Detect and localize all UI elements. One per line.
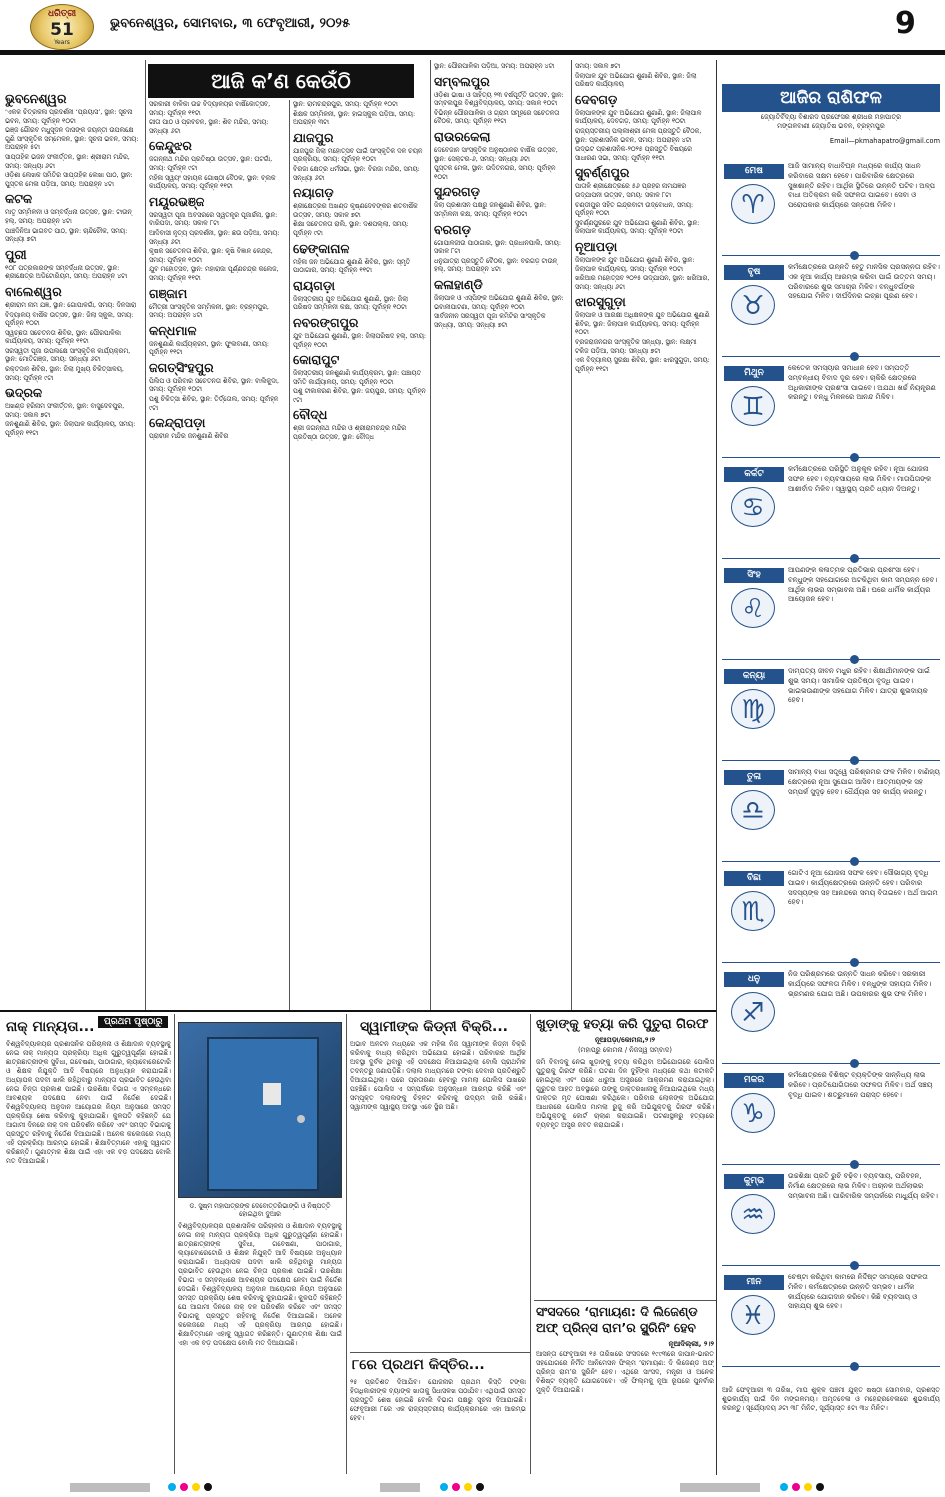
story3-reporter: (ମହାପ୍ରୁ କୋମନା / ନିଜସ୍ୱ ସମ୍ବାଦ) xyxy=(577,1046,673,1054)
event-item: ଶିକ୍ଷକ ସମ୍ମିଳନୀ, ସ୍ଥାନ: ହାଇସ୍କୁଲ ପଡ଼ିଆ, ସମୟ: ଅପରାହ୍ନ ୩ଟା xyxy=(293,109,416,127)
event-item: ସାର୍ବଜନୀନ ସରସ୍ୱତୀ ପୂଜା କମିଟିର ସାଂସ୍କୃତିକ ସନ୍ଧ୍ୟା, ସମୟ: ସନ୍ଧ୍ୟା ୭ଟା xyxy=(434,312,546,329)
event-item: ପାତାଳି ଶ୍ରୀକ୍ଷେତ୍ରରେ ୫୬ ପ୍ରହର ନାମଯଜ୍ଞର ଉଦ୍‌ଯାପନୀ ଉତ୍ସବ, ସମୟ: ସକାଳ ୮ଟା xyxy=(575,182,687,199)
city-heading: ବୌଦ୍ଧ xyxy=(293,407,328,423)
story5-headline: ସଂସଦରେ ‘ରାମାୟଣ: ଦି ଲିଜେଣ୍ଡ ଅଫ୍ ପ୍ରିନ୍ସ ରାମ’ର ସ୍କ୍ରିନିଂ ହେବ xyxy=(536,1304,698,1335)
story2-body: ଅଭାବ ଅନଟନ ମଧ୍ୟରେ ଏକ ମହିଳା ନିଜ ସ୍ୱାମୀଙ୍କ କିଡ୍ନୀ ବିକ୍ରି କରିବାକୁ ବାଧ୍ୟ କରିଥିବା ଅଭିଯୋଗ ହୋଇଛି। ପରିବାରର ଆର୍ଥିକ ଅବସ୍ଥା ଦୁର୍ବଳ ଥିବାରୁ ଏହି ପଦକ୍ଷେପ ନିଆଯାଇଥିଲା ବୋଲି ପ୍ରାଥମିକ ତଦନ୍ତରୁ ଜଣାପଡ଼ିଛି। ଦଲାଲ ମାଧ୍ୟମରେ ଟଙ୍କା ଦେବାର ପ୍ରତିଶ୍ରୁତି ଦିଆଯାଇଥିଲା। ପରେ ପ୍ରତାରଣା ହେବାରୁ ମାମଲା ପୋଲିସ ପାଖରେ ପହଞ୍ଚିଛି। ପୋଲିସ ଏ ସମ୍ପର୍କରେ ଅନୁସନ୍ଧାନ ଆରମ୍ଭ କରିଛି ଏବଂ ସମ୍ପୃକ୍ତ ଦଲାଲଙ୍କୁ ଚିହ୍ନଟ କରିବାକୁ ଉଦ୍ୟମ ଜାରି ରଖିଛି। ସ୍ୱାମୀଙ୍କ ସ୍ୱାସ୍ଥ୍ୟ ଅବସ୍ଥା ଏବେ ସ୍ଥିର ଅଛି। xyxy=(350,1040,526,1111)
separator-dot xyxy=(850,1261,859,1270)
event-item: ସ୍ୱଚ୍ଛତା ସଚେତନତା ଶିବିର, ସ୍ଥାନ: ପୌରପାଳିକା କାର୍ଯ୍ୟାଳୟ, ସମୟ: ପୂର୍ବାହ୍ନ ୧୧ଟା xyxy=(5,328,121,346)
story-rule xyxy=(350,1352,530,1353)
story4-headline: ୮ରେ ପ୍ରଥମ କିସ୍ତିର... xyxy=(352,1357,485,1373)
continued-tag: ପ୍ରଥମ ପୃଷ୍ଠାରୁ xyxy=(98,1016,168,1028)
separator-dot xyxy=(850,1160,859,1169)
door-notice xyxy=(263,1083,281,1105)
sign-separator xyxy=(722,1366,940,1367)
story3-body: ଜମି ବିବାଦକୁ ନେଇ ଖୁଡ଼ାଙ୍କୁ ହତ୍ୟା କରିଥିବା ଅଭିଯୋଗରେ ପୋଲିସ ପୁତୁରାକୁ ଗିରଫ କରିଛି। ଘଟଣା ଦିନ ଦୁହିଁଙ୍କ ମଧ୍ୟରେ କଥା କଟାକଟି ହୋଇଥିଲା ଏବଂ ପରେ ଧାରୁଆ ଅସ୍ତ୍ରରେ ଆକ୍ରମଣ କରାଯାଇଥିଲା। ଗୁରୁତର ଆହତ ଅବସ୍ଥାରେ ତାଙ୍କୁ ଡାକ୍ତରଖାନାକୁ ନିଆଯାଇଥିଲେ ମଧ୍ୟ ଡାକ୍ତର ମୃତ ଘୋଷଣା କରିଥିଲେ। ପରିବାର ଲୋକଙ୍କ ଅଭିଯୋଗ ଆଧାରରେ ପୋଲିସ ମାମଲା ରୁଜୁ କରି ଅଭିଯୁକ୍ତକୁ ଗିରଫ କରିଛି। ଅଭିଯୁକ୍ତକୁ କୋର୍ଟ ଚାଲାଣ କରାଯାଇଛି। ଘଟଣାସ୍ଥଳରୁ ହତ୍ୟାରେ ବ୍ୟବହୃତ ଅସ୍ତ୍ର ଜବତ କରାଯାଇଛି। xyxy=(536,1058,714,1129)
event-item: ସରସ୍ୱତୀ ପୂଜା ଅବସରରେ ସ୍ୱତନ୍ତ୍ର ପୂଜାର୍ଚ୍ଚନା, ସ୍ଥାନ: ବାରିପଦା, ସମୟ: ସକାଳ ୮ଟା xyxy=(149,210,278,228)
story1-headline: ନାକ୍ ମାନ୍ୟତା... xyxy=(6,1019,95,1035)
city-heading: ସୁନ୍ଦରଗଡ଼ xyxy=(434,184,480,200)
event-item: ଶ୍ରୀ ଜଗନ୍ନାଥ ମନ୍ଦିର ଓ ଶ୍ରୀରାମଚନ୍ଦ୍ର ମନ୍ଦିର ପ୍ରତିଷ୍ଠା ଉତ୍ସବ, ସ୍ଥାନ: ବୌଦ୍ଧ xyxy=(293,424,407,442)
events-column-3 xyxy=(293,100,427,1008)
story1-body-cont: ବିଶ୍ୱବିଦ୍ୟାଳୟର ପ୍ରଶାସନିକ ପରିଚାଳନା ଓ ଶିକ୍ଷାଦାନ ବ୍ୟବସ୍ଥାକୁ ନେଇ ନାକ୍ ମାନ୍ୟତା ପ୍ରକ୍ରିୟା ଅଧିକ ଗୁରୁତ୍ୱପୂର୍ଣ୍ଣ ହୋଇଛି। ଛାତ୍ରଛାତ୍ରୀଙ୍କ ସୁବିଧା, ଗବେଷଣା, ପାଠାଗାର, ଲ୍ୟାବୋରେଟୋରି ଓ ଶିକ୍ଷକ ନିଯୁକ୍ତି ଆଦି ବିଷୟରେ ଅନୁଧ୍ୟାନ କରାଯାଇଛି। ଅଧ୍ୟାପକ ପଦବୀ ଖାଲି ରହିଥିବାରୁ ମାନ୍ୟତା ପ୍ରଭାବିତ ହେଉଥିବା ନେଇ ଚିନ୍ତା ପ୍ରକାଶ ପାଇଛି। ଉଚ୍ଚଶିକ୍ଷା ବିଭାଗ ଏ ସମ୍ବନ୍ଧରେ ଆବଶ୍ୟକ ପଦକ୍ଷେପ ନେବା ପାଇଁ ନିର୍ଦ୍ଦେଶ ଦେଇଛି। ବିଶ୍ୱବିଦ୍ୟାଳୟ ଅନୁଦାନ ଆୟୋଗର ନିୟମ ଅନୁସାରେ ସମସ୍ତ ପ୍ରକ୍ରିୟା ଶେଷ କରିବାକୁ କୁହାଯାଇଛି। କୁଳପତି କହିଛନ୍ତି ଯେ ଆଗାମୀ ଦିନରେ ନାକ୍ ଦଳ ପରିଦର୍ଶନ କରିବେ ଏବଂ ସମସ୍ତ ବିଭାଗକୁ ପ୍ରସ୍ତୁତ ରହିବାକୁ ନିର୍ଦ୍ଦେଶ ଦିଆଯାଇଛି। ଅନେକ କଲେଜରେ ମଧ୍ୟ ଏହି ପ୍ରକ୍ରିୟା ଆରମ୍ଭ ହୋଇଛି। ଶିକ୍ଷାବିତ୍‌ମାନେ ଏହାକୁ ସ୍ୱାଗତ କରିଛନ୍ତି। ଗୁଣାତ୍ମକ ଶିକ୍ଷା ପାଇଁ ଏହା ଏକ ବଡ଼ ପଦକ୍ଷେପ ବୋଲି ମତ ଦିଆଯାଇଛି। xyxy=(178,1222,342,1347)
event-item: ଜିଲାପାଳଙ୍କ ଯୁବ ଅଭିଯୋଗ ଶୁଣାଣି, ସ୍ଥାନ: ଜିଲାପାଳ କାର୍ଯ୍ୟାଳୟ, ଦେବଗଡ଼, ସମୟ: ପୂର୍ବାହ୍ନ ୧୦ଟା xyxy=(575,108,702,126)
sign-name: ମିଥୁନ xyxy=(724,366,784,381)
astrologer-name: ଜ୍ୟୋତିର୍ବିଦ୍ୟା ବିଶାରଦ ପ୍ରଫେସର ଶ୍ରୀଧର ମହାପାତ୍ର xyxy=(760,113,902,121)
event-item: ଜନଶୁଣାଣି ଶିବିର, ସ୍ଥାନ: ଜିଲାପାଳ କାର୍ଯ୍ୟାଳୟ, ସମୟ: ପୂର୍ବାହ୍ନ ୧୧ଟା xyxy=(5,420,136,438)
separator-dot xyxy=(850,251,859,260)
column-divider xyxy=(430,60,431,1010)
separator-dot xyxy=(850,554,859,563)
door-panel xyxy=(207,1037,319,1191)
logo-years: Years xyxy=(54,39,70,46)
city-heading: କେନ୍ଦୁଝର xyxy=(149,138,192,154)
yellow-dot xyxy=(804,1483,812,1491)
magenta-dot xyxy=(180,1483,188,1491)
event-item: ଶ୍ରୀକ୍ଷେତ୍ରର ଅଖଣ୍ଡ କୃଷ୍ଣଦେବଙ୍କର ଶତବାର୍ଷିକ ଉତ୍ସବ, ସମୟ: ସକାଳ ୭ଟା xyxy=(293,202,418,219)
city-heading: ନୂଆପଡ଼ା xyxy=(575,238,618,254)
event-item: ଅଖଣ୍ଡ ହରିନାମ ସଂକୀର୍ତ୍ତନ, ସ୍ଥାନ: ବାସୁଦେବପୁର, ସମୟ: ସକାଳ ୭ଟା xyxy=(5,402,125,419)
event-item: ଏକ ବିଦ୍ୟାଳୟ ସୁରକ୍ଷା ଶିବିର, ସ୍ଥାନ: ଝାରସୁଗୁଡ଼ା, ସମୟ: ପୂର୍ବାହ୍ନ ୧୧ଟା xyxy=(575,356,710,373)
print-registration-strip xyxy=(0,1478,945,1497)
separator-dot xyxy=(850,756,859,765)
dateline: ଭୁବନେଶ୍ୱର, ସୋମବାର, ୩ ଫେବୃଆରୀ, ୨୦୨୫ xyxy=(110,16,351,31)
photo-caption: ଡ. ସୁଷ୍ମ ମହାପାତ୍ରଙ୍କ ଦେବୋତ୍ତରିଭାଙ୍ଗି ଓ ନିଷ୍ପତ୍ତି ହୋଇଥିବା ଦୁଆର xyxy=(189,1202,331,1219)
events-column-1 xyxy=(5,88,142,1008)
column-divider xyxy=(530,1014,531,1474)
separator-dot xyxy=(850,958,859,967)
event-item: ଧନୁଯାତ୍ରା ପ୍ରସ୍ତୁତି ବୈଠକ, ସ୍ଥାନ: ବରଗଡ଼ ଟାଉନ୍ ହଲ୍, ସମୟ: ଅପରାହ୍ନ ୪ଟା xyxy=(434,256,558,274)
event-item: ଚଣ୍ଡୀପୁର ସହିତ ଇନ୍ଦ୍ରବାଟୀ ଉଦ୍‌ବୋଧନ, ସମୟ: ପୂର୍ବାହ୍ନ ୧୦ଟା xyxy=(575,200,694,218)
event-item: ଉଦ୍ଭଟ ପ୍ରଶାସନିକ-୨୦୨୫ ପ୍ରସ୍ତୁତି ବିଷୟରେ ସାଧାରଣ ସଭା, ସମୟ: ପୂର୍ବାହ୍ନ ୧୧ଟା xyxy=(575,145,692,162)
grey-bar xyxy=(680,1483,760,1492)
event-item: ପୁସ୍ତକ ମେଳା, ସ୍ଥାନ: ଉଦିତନଗର, ସମୟ: ପୂର୍ବାହ୍ନ ୧୦ଟା xyxy=(434,164,556,181)
column-divider xyxy=(174,1014,175,1474)
city-heading: ପୁରୀ xyxy=(5,246,27,262)
event-item: ସୁବର୍ଣ୍ଣପୁରରେ ଯୁବ ଅଭିଯୋଗ ଶୁଣାଣି ଶିବିର, ସ୍ଥାନ: ଜିଲାପାଳ କାର୍ଯ୍ୟାଳୟ, ସମୟ: ପୂର୍ବାହ୍ନ ୧୦ଟା xyxy=(575,218,700,236)
event-item: ଜିଲାପାଳ ଓ ଏସ୍‌ପିଙ୍କ ଅଭିଯୋଗ ଶୁଣାଣି ଶିବିର, ସ୍ଥାନ: ଭବାନୀପାଟଣା, ସମୟ: ପୂର୍ବାହ୍ନ ୧୦ଟା xyxy=(434,293,564,311)
sign-name: ସିଂହ xyxy=(724,568,784,583)
city-heading: ବାଲେଶ୍ୱର xyxy=(5,283,62,299)
magenta-dot xyxy=(452,1483,460,1491)
zodiac-icon: ♎ xyxy=(731,790,775,830)
zodiac-icon: ♈ xyxy=(731,184,775,224)
separator-dot xyxy=(850,352,859,361)
sign-forecast: ଗୋଟିଏ ନୂଆ ଯୋଜନା ସଫଳ ହେବ। ସୌଭାଗ୍ୟ ବୃଦ୍ଧି ପାଇବ। କାର୍ଯ୍ୟକ୍ଷେତ୍ରରେ ଉନ୍ନତି ହେବ। ପରିବାର ସଦସ୍ୟଙ୍କ ସହ ଆନନ୍ଦରେ ସମୟ ବିତାଇବେ। ଅର୍ଥ ଆଗମ ହେବ। xyxy=(788,869,938,907)
sign-separator xyxy=(722,962,940,963)
sign-separator xyxy=(722,659,940,660)
events-column-2 xyxy=(149,100,286,1008)
black-dot xyxy=(204,1483,212,1491)
story2-headline: ସ୍ୱାମୀଙ୍କ କିଡ୍ନୀ ବିକ୍ରି... xyxy=(360,1019,508,1035)
sign-name: ମୀନ xyxy=(724,1275,784,1290)
city-heading: କନ୍ଧମାଳ xyxy=(149,322,197,338)
cyan-dot xyxy=(440,1483,448,1491)
city-heading: ନବରଙ୍ଗପୁର xyxy=(293,314,359,330)
city-heading: ଢେଙ୍କାନାଳ xyxy=(293,240,350,256)
event-item: ପ୍ରାଚୀନ ମନ୍ଦିର ଜନଶୁଣାଣି ଶିବିର xyxy=(149,432,229,441)
black-dot xyxy=(816,1483,824,1491)
city-heading: ବରଗଡ଼ xyxy=(434,221,471,237)
event-item: ସରକାରୀ ବାଳିକା ଉଚ୍ଚ ବିଦ୍ୟାଳୟର ବାର୍ଷିକୋତ୍ସବ, ସମୟ: ପୂର୍ବାହ୍ନ ୧୧ଟା xyxy=(149,100,271,117)
event-item: ବିଭିନ୍ନ ପୌରପାଳିକା ଓ ଗ୍ରାମ ସମୂହରେ ସଚେତନତା ବୈଠକ, ସମୟ: ପୂର୍ବାହ୍ନ ୧୧ଟା xyxy=(434,108,560,126)
event-item: ସମୟ: ସକାଳ ୭ଟା xyxy=(575,62,621,70)
yellow-dot xyxy=(464,1483,472,1491)
event-item: ମୈତ୍ରୀ ସାଂସ୍କୃତିକ ସମ୍ମିଳନୀ, ସ୍ଥାନ: ବ୍ରହ୍ମପୁର, ସମୟ: ଅପରାହ୍ନ ୪ଟା xyxy=(149,302,269,320)
story5-body: ଆସନ୍ତା ଫେବୃଆରୀ ୧୫ ତାରିଖରେ ସଂସଦରେ ୧୯୯୩ରେ ଜାପାନ-ଭାରତ ସହଯୋଗରେ ନିର୍ମିତ ଆନିମେସନ ଫିଲ୍ମ ‘ରାମାୟଣ: ଦି ଲିଜେଣ୍ଡ ଅଫ୍ ପ୍ରିନ୍ସ ରାମ’ର ସ୍କ୍ରିନିଂ ହେବ। ଏଥିରେ ସାଂସଦ, ମନ୍ତ୍ରୀ ଓ ଅନେକ ବିଶିଷ୍ଟ ବ୍ୟକ୍ତି ଯୋଗଦେବେ। ଏହି ଫିଲ୍ମକୁ ନୂଆ ରୂପରେ ପୁନର୍ବାର ମୁକ୍ତି ଦିଆଯାଇଛି। xyxy=(536,1350,714,1394)
grey-bar xyxy=(70,1483,150,1492)
event-item: ରକ୍ତଦାନ ଶିବିର, ସ୍ଥାନ: ଜିଲା ମୁଖ୍ୟ ଚିକିତ୍ସାଳୟ, ସମୟ: ପୂର୍ବାହ୍ନ ୯ଟା xyxy=(5,365,124,382)
event-item: ଓଡ଼ିଶା ଲେଖକ ସମିତିର ସାପ୍ତାହିକ ଲେଖା ପାଠ, ସ୍ଥାନ: ପୁସ୍ତକ ମେଳା ପଡ଼ିଆ, ସମୟ: ଅପରାହ୍ନ ୪ଟା xyxy=(5,171,133,188)
zodiac-icon: ♓ xyxy=(731,1295,775,1335)
sign-separator xyxy=(722,1265,940,1266)
zodiac-icon: ♐ xyxy=(731,992,775,1032)
event-item: ସ୍ଥାନ: ପୌରପାଳିକା ପଡ଼ିଆ, ସମୟ: ଅପରାହ୍ନ ୪ଟା xyxy=(434,62,555,70)
story4-body: ୨୫ ପ୍ରତିଶତ ଦିଆଯିବ। ଯୋଜନାର ପ୍ରଥମ କିସ୍ତି ଟଙ୍କା ହିତାଧିକାରୀଙ୍କ ବ୍ୟାଙ୍କ ଖାତାକୁ ସିଧାସଳଖ ପଠାଯିବ। ଏଥିପାଇଁ ସମସ୍ତ ପ୍ରସ୍ତୁତି ଶେଷ ହୋଇଛି ବୋଲି ବିଭାଗ ପକ୍ଷରୁ ସୂଚନା ଦିଆଯାଇଛି। ଫେବୃଆରୀ ୮ରେ ଏକ ରାଜ୍ୟସ୍ତରୀୟ କାର୍ଯ୍ୟକ୍ରମରେ ଏହା ଆରମ୍ଭ ହେବ। xyxy=(350,1378,526,1422)
event-item: ମହିଳା ସ୍ୱୟଂ ସହାୟକ ଗୋଷ୍ଠୀ ବୈଠକ, ସ୍ଥାନ: ବ୍ଲକ କାର୍ଯ୍ୟାଳୟ, ସମୟ: ପୂର୍ବାହ୍ନ ୧୧ଟା xyxy=(149,173,276,191)
event-item: ଜିଲାସ୍ତରୀୟ ଜନଶୁଣାଣି କାର୍ଯ୍ୟକ୍ରମ, ସ୍ଥାନ: ପଞ୍ଚାୟତ ସମିତି କାର୍ଯ୍ୟାଳୟ, ସମୟ: ପୂର୍ବାହ୍ନ ୧୦ଟା xyxy=(293,369,422,386)
section-rule xyxy=(0,1010,716,1012)
city-heading: ଭଦ୍ରକ xyxy=(5,385,43,401)
yellow-dot xyxy=(192,1483,200,1491)
zodiac-icon: ♉ xyxy=(731,285,775,325)
grey-bar xyxy=(380,1483,420,1492)
event-item: ଜଗନ୍ନାଥ ମନ୍ଦିର ପ୍ରତିଷ୍ଠା ଉତ୍ସବ, ସ୍ଥାନ: ଘଟଗାଁ, ସମୟ: ପୂର୍ବାହ୍ନ ୯ଟା xyxy=(149,155,273,172)
anniversary-logo xyxy=(30,4,94,50)
event-item: ଜିଲାପାଳଙ୍କ ଯୁବ ଅଭିଯୋଗ ଶୁଣାଣି ଶିବିର, ସ୍ଥାନ: ଜିଲାପାଳ କାର୍ଯ୍ୟାଳୟ, ସମୟ: ପୂର୍ବାହ୍ନ ୧୦ଟା xyxy=(575,255,695,273)
city-heading: ଦେବଗଡ଼ xyxy=(575,91,618,107)
events-column-4 xyxy=(434,62,568,1008)
city-heading: ଗଞ୍ଜାମ xyxy=(149,285,188,301)
sign-forecast: ସାମାନ୍ୟ ବାଧା ସତ୍ତ୍ୱେ ପରିଶ୍ରମର ଫଳ ମିଳିବ। ବାଣିଜ୍ୟ କ୍ଷେତ୍ରରେ ନୂଆ ସୁଯୋଗ ଆସିବ। ଆତ୍ମୀୟଙ୍କ ସହ ସମ୍ପର୍କ ସୁଦୃଢ଼ ହେବ। ଧୈର୍ଯ୍ୟର ସହ କାର୍ଯ୍ୟ କରନ୍ତୁ। xyxy=(788,768,940,796)
event-item: ୧୦୮ ପତ୍ରକାରଙ୍କ ସମ୍ବର୍ଦ୍ଧନା ଉତ୍ସବ, ସ୍ଥାନ: ଶ୍ରୀକ୍ଷେତ୍ର ଅଡିଟୋରିୟମ, ସମୟ: ଅପରାହ୍ନ ୪ଟା xyxy=(5,263,128,281)
column-divider xyxy=(571,60,572,1010)
sign-forecast: ଆପଣଙ୍କ କଳାତ୍ମକ ପ୍ରତିଭାର ପ୍ରଶଂସା ହେବ। ବନ୍ଧୁଙ୍କ ସହଯୋଗରେ ଅଟକିଥିବା କାମ ସମ୍ପନ୍ନ ହେବ। ଆର୍ଥିକ ଲାଭର ସମ୍ଭାବନା ଅଛି। ଘରେ ଧାର୍ମିକ କାର୍ଯ୍ୟର ଆୟୋଜନ ହେବ। xyxy=(788,566,938,604)
masthead xyxy=(0,0,945,52)
sign-name: ମେଷ xyxy=(724,164,784,179)
event-item: ଆଦିବାସୀ ନୃତ୍ୟ ପ୍ରଦର୍ଶନୀ, ସ୍ଥାନ: ଛଉ ପଡ଼ିଆ, ସମୟ: ସନ୍ଧ୍ୟା ୬ଟା xyxy=(149,228,280,246)
door-knob xyxy=(297,1115,305,1123)
zodiac-icon: ♌ xyxy=(731,588,775,628)
column-divider xyxy=(289,100,290,1010)
story1-body: ବିଶ୍ୱବିଦ୍ୟାଳୟର ପ୍ରଶାସନିକ ପରିଚାଳନା ଓ ଶିକ୍ଷାଦାନ ବ୍ୟବସ୍ଥାକୁ ନେଇ ନାକ୍ ମାନ୍ୟତା ପ୍ରକ୍ରିୟା ଅଧିକ ଗୁରୁତ୍ୱପୂର୍ଣ୍ଣ ହୋଇଛି। ଛାତ୍ରଛାତ୍ରୀଙ୍କ ସୁବିଧା, ଗବେଷଣା, ପାଠାଗାର, ଲ୍ୟାବୋରେଟୋରି ଓ ଶିକ୍ଷକ ନିଯୁକ୍ତି ଆଦି ବିଷୟରେ ଅନୁଧ୍ୟାନ କରାଯାଇଛି। ଅଧ୍ୟାପକ ପଦବୀ ଖାଲି ରହିଥିବାରୁ ମାନ୍ୟତା ପ୍ରଭାବିତ ହେଉଥିବା ନେଇ ଚିନ୍ତା ପ୍ରକାଶ ପାଇଛି। ଉଚ୍ଚଶିକ୍ଷା ବିଭାଗ ଏ ସମ୍ବନ୍ଧରେ ଆବଶ୍ୟକ ପଦକ୍ଷେପ ନେବା ପାଇଁ ନିର୍ଦ୍ଦେଶ ଦେଇଛି। ବିଶ୍ୱବିଦ୍ୟାଳୟ ଅନୁଦାନ ଆୟୋଗର ନିୟମ ଅନୁସାରେ ସମସ୍ତ ପ୍ରକ୍ରିୟା ଶେଷ କରିବାକୁ କୁହାଯାଇଛି। କୁଳପତି କହିଛନ୍ତି ଯେ ଆଗାମୀ ଦିନରେ ନାକ୍ ଦଳ ପରିଦର୍ଶନ କରିବେ ଏବଂ ସମସ୍ତ ବିଭାଗକୁ ପ୍ରସ୍ତୁତ ରହିବାକୁ ନିର୍ଦ୍ଦେଶ ଦିଆଯାଇଛି। ଅନେକ କଲେଜରେ ମଧ୍ୟ ଏହି ପ୍ରକ୍ରିୟା ଆରମ୍ଭ ହୋଇଛି। ଶିକ୍ଷାବିତ୍‌ମାନେ ଏହାକୁ ସ୍ୱାଗତ କରିଛନ୍ତି। ଗୁଣାତ୍ମକ ଶିକ୍ଷା ପାଇଁ ଏହା ଏକ ବଡ଼ ପଦକ୍ଷେପ ବୋଲି ମତ ଦିଆଯାଇଛି। xyxy=(6,1040,171,1165)
sign-separator xyxy=(722,356,940,357)
sign-separator xyxy=(722,255,940,256)
city-heading: ମୟୂରଭଞ୍ଜ xyxy=(149,193,205,209)
event-item: ଜିଲାପାଳ ଓ ଆରକ୍ଷୀ ଅଧିକ୍ଷକଙ୍କ ଯୁବ ଅଭିଯୋଗ ଶୁଣାଣି ଶିବିର, ସ୍ଥାନ: ଜିଲାପାଳ କାର୍ଯ୍ୟାଳୟ, ସମୟ: ପୂର୍ବାହ୍ନ ୧୦ଟା xyxy=(575,311,710,337)
event-item: ଖରିଆର ମହୋତ୍ସବ ୨୦୨୫ ଉଦ୍‌ଯାପନ, ସ୍ଥାନ: ଖରିଆର, ସମୟ: ସନ୍ଧ୍ୟା ୬ଟା xyxy=(575,274,710,291)
logo-number: 51 xyxy=(50,20,74,40)
event-item: ଜନଶୁଣାଣି କାର୍ଯ୍ୟକ୍ରମ, ସ୍ଥାନ: ଫୁଲବାଣୀ, ସମୟ: ପୂର୍ବାହ୍ନ ୧୧ଟା xyxy=(149,339,270,357)
separator-dot xyxy=(850,453,859,462)
sign-name: କର୍କଟ xyxy=(724,467,784,482)
story-rule xyxy=(534,1300,716,1301)
sign-forecast: କର୍ମକ୍ଷେତ୍ରରେ ଉନ୍ନତି ହେତୁ ମାନସିକ ପ୍ରସନ୍ନତା ରହିବ। ଏକ ନୂଆ କାର୍ଯ୍ୟ ଆରମ୍ଭ କରିବା ପାଇଁ ଉତ୍ତମ ସମୟ। ପରିବାରରେ ଶୁଭ ସମାଚାର ମିଳିବ। ବନ୍ଧୁବର୍ଗଙ୍କ ସହଯୋଗ ମିଳିବ। ଦୀର୍ଘଦିନର ଇଚ୍ଛା ପୂରଣ ହେବ। xyxy=(788,263,940,301)
city-heading: ଭୁବନେଶ୍ୱର xyxy=(5,91,67,106)
event-item: ଜିଲା ପ୍ରଶାସନ ପକ୍ଷରୁ ଜନଶୁଣାଣି ଶିବିର, ସ୍ଥାନ: ସମ୍ମିଳନୀ କକ୍ଷ, ସମୟ: ପୂର୍ବାହ୍ନ ୧୦ଟା xyxy=(434,201,547,218)
zodiac-icon: ♍ xyxy=(731,689,775,729)
sign-separator xyxy=(722,1063,940,1064)
story3-dateline: ନୂଆପଡ଼ା/କୋମନା,୨।୨ xyxy=(594,1036,656,1044)
event-item: ଯୁବ ମହୋତ୍ସବ, ସ୍ଥାନ: ମହାରାଜା ପୂର୍ଣ୍ଣଚନ୍ଦ୍ର କଲେଜ, ସମୟ: ପୂର୍ବାହ୍ନ ୧୧ଟା xyxy=(149,265,279,282)
city-heading: ଯାଜପୁର xyxy=(293,129,334,145)
logo-name: ଧରିତ୍ରୀ xyxy=(47,9,77,19)
event-item: ଯୁବ ଅଭିଯୋଗ ଶୁଣାଣି, ସ୍ଥାନ: ଜିଲାପରିଷଦ ହଲ୍, ସମୟ: ପୂର୍ବାହ୍ନ ୧୦ଟା xyxy=(293,331,427,349)
city-heading: ନୟାଗଡ଼ xyxy=(293,185,334,201)
column-divider xyxy=(145,60,146,1010)
events-column-5 xyxy=(575,62,712,1008)
sign-name: ବୃଷ xyxy=(724,265,784,280)
event-item: ଜିଲାସ୍ତରୀୟ ଯୁବ ଅଭିଯୋଗ ଶୁଣାଣି, ସ୍ଥାନ: ଜିଲା ପରିଷଦ ସମ୍ମିଳନୀ କକ୍ଷ, ସମୟ: ପୂର୍ବାହ୍ନ ୧୦ଟା xyxy=(293,294,408,312)
event-item: ପଶୁ ଚିକିତ୍ସା ଶିବିର, ସ୍ଥାନ: ତିର୍ତ୍ତୋଲ, ସମୟ: ପୂର୍ବାହ୍ନ ୯ଟା xyxy=(149,395,279,412)
story3-headline: ଖୁଡ଼ାଙ୍କୁ ହତ୍ୟା କରି ପୁତୁରା ଗିରଫ xyxy=(536,1017,709,1032)
event-item: କୃଷକ ସଚେତନତା ଶିବିର, ସ୍ଥାନ: କୃଷି ବିଜ୍ଞାନ କେନ୍ଦ୍ର, ସମୟ: ପୂର୍ବାହ୍ନ ୧୦ଟା xyxy=(149,247,273,264)
event-banner: ଆଜି କ’ଣ କେଉଁଠି xyxy=(148,64,414,98)
sign-forecast: କର୍ମକ୍ଷେତ୍ରରେ ବିଶିଷ୍ଟ ବ୍ୟକ୍ତିଙ୍କ ସାନ୍ନିଧ୍ୟ ଲାଭ କରିବେ। ପ୍ରତିଯୋଗିତାରେ ସଫଳତା ମିଳିବ। ଅର୍ଥ ସଞ୍ଚୟ ବୃଦ୍ଧି ପାଇବ। ଶତ୍ରୁମାନେ ପରାସ୍ତ ହେବେ। xyxy=(788,1071,933,1099)
magenta-dot xyxy=(792,1483,800,1491)
event-item: ରାଜ୍ୟସ୍ତରୀୟ ପଲ୍ଲୀଶ୍ରୀ ମେଳା ପ୍ରସ୍ତୁତି ବୈଠକ, ସ୍ଥାନ: ପ୍ରଶାସନିକ ଭବନ, ସମୟ: ଅପରାହ୍ନ ୪ଟା xyxy=(575,126,702,144)
separator-dot xyxy=(850,655,859,664)
sign-forecast: ନିଜ ପରିଶ୍ରମରେ ଉନ୍ନତି ସାଧନ କରିବେ। ସରକାରୀ କାର୍ଯ୍ୟରେ ସଫଳତା ମିଳିବ। ବନ୍ଧୁଙ୍କ ସହାୟତା ମିଳିବ। ଭ୍ରମଣର ଯୋଗ ଅଛି। ଉପକାରର ଶୁଭ ଫଳ ମିଳିବ। xyxy=(788,970,932,998)
city-heading: ସୁବର୍ଣ୍ଣପୁର xyxy=(575,165,630,181)
zodiac-icon: ♊ xyxy=(731,386,775,426)
city-heading: ରାୟଗଡ଼ା xyxy=(293,277,335,293)
page-number: 9 xyxy=(895,6,916,41)
zodiac-icon: ♏ xyxy=(731,891,775,931)
sign-separator xyxy=(722,457,940,458)
panchanga-text: ଆଜି ଫେବୃଆରୀ ୩ ତାରିଖ, ମାଘ ଶୁକ୍ଳ ପଞ୍ଚମୀ ଯୁକ୍ତ ଷଷ୍ଠୀ ସୋମବାର, ପ୍ରଶସ୍ତ ଶୁଭକାର୍ଯ୍ୟ ପାଇଁ ଦିନ ମଙ୍ଗଳମୟ। ଅମୃତବେଳା ଓ ମହେନ୍ଦ୍ରବେଳାରେ ଶୁଭକାର୍ଯ୍ୟ କରନ୍ତୁ। ସୂର୍ଯ୍ୟୋଦୟ ୬ଟା ୩୮ ମିନିଟ, ସୂର୍ଯ୍ୟାସ୍ତ ୫ଟା ୩୪ ମିନିଟ। xyxy=(722,1386,940,1412)
sign-separator xyxy=(722,1164,940,1165)
event-item: ଗୀତା ପାଠ ଓ ପ୍ରବଚନ, ସ୍ଥାନ: ଶିବ ମନ୍ଦିର, ସମୟ: ସନ୍ଧ୍ୟା ୬ଟା xyxy=(149,118,269,135)
separator-dot xyxy=(850,857,859,866)
masthead-rule xyxy=(0,50,945,55)
event-item: ବିଦ୍ୟାଳୟ ବାର୍ଷିକ ଉତ୍ସବ, ସ୍ଥାନ: ଜିଲା ସ୍କୁଲ, ସମୟ: ପୂର୍ବାହ୍ନ ୧୦ଟା xyxy=(5,310,134,328)
city-heading: ରାଉରକେଲା xyxy=(434,128,491,144)
event-item: ପିଲିପ ଓ ପରିବାର ସଚେତନତା ଶିବିର, ସ୍ଥାନ: ବାଲିକୁଦା, ସମୟ: ପୂର୍ବାହ୍ନ ୧୦ଟା xyxy=(149,376,280,394)
event-item: ସରସ୍ୱତୀ ପୂଜା ଉପଲକ୍ଷେ ସାଂସ୍କୃତିକ କାର୍ଯ୍ୟକ୍ରମ, ସ୍ଥାନ: ମୋତିଗଞ୍ଜ, ସମୟ: ସନ୍ଧ୍ୟା ୬ଟା xyxy=(5,346,131,364)
sign-name: ଧନୁ xyxy=(724,972,784,987)
event-item: ଦେବେଜାନ ସାଂସ୍କୃତିକ ଅନୁଷ୍ଠାନର ବାର୍ଷିକ ଉତ୍ସବ, ସ୍ଥାନ: ସେକ୍ଟର-୬, ସମୟ: ସନ୍ଧ୍ୟା ୬ଟା xyxy=(434,145,558,163)
door-photo xyxy=(178,1022,342,1198)
event-item: ‘ଏକକ ଚିତ୍ରକଳା ପ୍ରଦର୍ଶନୀ ‘ପ୍ରୟାସ’, ସ୍ଥାନ: ସୂଚନା ଭବନ, ସମୟ: ପୂର୍ବାହ୍ନ ୧୦ଟା xyxy=(5,108,133,125)
sign-name: ତୁଳା xyxy=(724,770,784,785)
event-item: ବ୍ରଜରାଜନଗର ସାଂସ୍କୃତିକ ସନ୍ଧ୍ୟା, ସ୍ଥାନ: ଲକ୍ଷ୍ମୀ ଟକିଜ ପଡ଼ିଆ, ସମୟ: ସନ୍ଧ୍ୟା ୭ଟା xyxy=(575,338,697,355)
city-heading: ଝାରସୁଗୁଡ଼ା xyxy=(575,294,626,310)
city-heading: କଳାହାଣ୍ଡି xyxy=(434,276,483,292)
event-item: ଶିକ୍ଷା ସଚେତନତା ରାଲି, ସ୍ଥାନ: ଦଶପଲ୍ଲା, ସମୟ: ପୂର୍ବାହ୍ନ ୯ଟା xyxy=(293,220,409,237)
sign-name: କୁମ୍ଭ xyxy=(724,1174,784,1189)
city-heading: କେନ୍ଦ୍ରାପଡ଼ା xyxy=(149,415,206,431)
event-item: ଜିଲାପାଳ ଯୁବ ଅଭିଯୋଗ ଶୁଣାଣି ଶିବିର, ସ୍ଥାନ: ଜିଲା ପରିଷଦ କାର୍ଯ୍ୟାଳୟ xyxy=(575,71,697,89)
event-item: ପାଞ୍ଚଦିନିଆ ଭାଗବତ ପାଠ, ସ୍ଥାନ: ଚାନ୍ଦିଚୌକ, ସମୟ: ସନ୍ଧ୍ୟା ୭ଟା xyxy=(5,226,128,244)
event-item: ସ୍ଥାନ: ରାମଚନ୍ଦ୍ରପୁର, ସମୟ: ପୂର୍ବାହ୍ନ ୧୦ଟା xyxy=(293,100,398,108)
astrologer-address: ମଙ୍ଗଳବାଣୀ ଜ୍ୟୋତିଷ ଭବନ, ବ୍ରହ୍ମପୁର xyxy=(777,122,885,130)
sign-name: କନ୍ୟା xyxy=(724,669,784,684)
event-item: ଭଞ୍ଜ ଗୌରବ ମଧୁସୂଦନ ଦାସଙ୍କ ଜୟନ୍ତୀ ଉପଲକ୍ଷେ ଗୁଣି ସାଂସ୍କୃତିକ ସମ୍ମେଳନ, ସ୍ଥାନ: ସୂଚନା ଭବନ, ସମୟ: ଅପରାହ୍ନ ୫ଟା xyxy=(5,126,139,152)
cyan-dot xyxy=(168,1483,176,1491)
zodiac-icon: ♒ xyxy=(731,1194,775,1234)
sign-separator xyxy=(722,760,940,761)
cyan-dot xyxy=(780,1483,788,1491)
event-item: ବିରଜା କ୍ଷେତ୍ର ଧର୍ମସଭା, ସ୍ଥାନ: ବିରଜା ମନ୍ଦିର, ସମୟ: ସନ୍ଧ୍ୟା ୬ଟା xyxy=(293,164,420,182)
sign-forecast: କେତେକ ସମସ୍ୟାର ସମାଧାନ ହେବ। ସମ୍ପତ୍ତି ସମ୍ବନ୍ଧୀୟ ବିବାଦ ଦୂର ହେବ। ଚାକିରି କ୍ଷେତ୍ରରେ ଅଧିକାରୀଙ୍କ ପ୍ରଶଂସା ପାଇବେ। ଅଯଥା ଖର୍ଚ୍ଚ ନିୟନ୍ତ୍ରଣ କରନ୍ତୁ। ବନ୍ଧୁ ମିଳନରେ ଆନନ୍ଦ ମିଳିବ। xyxy=(788,364,936,402)
column-divider xyxy=(346,1014,347,1474)
city-heading: କୋରାପୁଟ xyxy=(293,352,340,368)
sign-forecast: ଦାମ୍ପତ୍ୟ ଜୀବନ ମଧୁର ରହିବ। ଶିକ୍ଷାର୍ଥୀମାନଙ୍କ ପାଇଁ ଶୁଭ ସମୟ। ସାମାଜିକ ପ୍ରତିଷ୍ଠା ବୃଦ୍ଧି ପାଇବ। ଭାଇଭଉଣୀଙ୍କ ସହଯୋଗ ମିଳିବ। ଯାତ୍ରା ଶୁଭଦାୟକ ହେବ। xyxy=(788,667,930,705)
event-item: ଗୋପାଳଜୀଉ ପାଠାଗାର, ସ୍ଥାନ: ପ୍ରଧାନପାଲି, ସମୟ: ସକାଳ ୮ଟା xyxy=(434,238,561,256)
separator-dot xyxy=(850,1059,859,1068)
sign-name: ବିଛା xyxy=(724,871,784,886)
separator-dot xyxy=(850,1362,859,1371)
sign-forecast: କର୍ମକ୍ଷେତ୍ରରେ ପରିସ୍ଥିତି ଅନୁକୂଳ ରହିବ। ନୂଆ ଯୋଜନା ସଫଳ ହେବ। ବ୍ୟବସାୟରେ ଲାଭ ମିଳିବ। ମାତାପିତାଙ୍କ ଆଶୀର୍ବାଦ ମିଳିବ। ସ୍ୱାସ୍ଥ୍ୟ ପ୍ରତି ଧ୍ୟାନ ଦିଅନ୍ତୁ। xyxy=(788,465,932,493)
astrologer-email: Email—pkmahapatro@gmail.com xyxy=(829,137,940,145)
sign-forecast: ଚେଷ୍ଟା କରିଥିବା କାମରେ ନିର୍ଦ୍ଦିଷ୍ଟ ସମୟରେ ସଫଳତା ମିଳିବ। କର୍ମକ୍ଷେତ୍ରରେ ଉନ୍ନତି ସମ୍ଭବ। ଧାର୍ମିକ କାର୍ଯ୍ୟରେ ଯୋଗଦାନ କରିବେ। କିଛି ବ୍ୟବସାୟ ଓ ସାହାଯ୍ୟ ଶୁଭ ହେବ। xyxy=(788,1273,928,1311)
event-item: ସାପ୍ତାହିକ ଭଜନ ସଂକୀର୍ତ୍ତନ, ସ୍ଥାନ: ଶ୍ରୀରାମ ମନ୍ଦିର, ସମୟ: ସନ୍ଧ୍ୟା ୬ଟା xyxy=(5,152,130,170)
sign-separator xyxy=(722,861,940,862)
sign-separator xyxy=(722,558,940,559)
event-item: ମହିଳା ଜନ ଅଭିଯୋଗ ଶୁଣାଣି ଶିବିର, ସ୍ଥାନ: ସ୍ମୃତି ପାଠାଗାର, ସମୟ: ପୂର୍ବାହ୍ନ ୧୧ଟା xyxy=(293,257,411,275)
astrologer-credit xyxy=(722,113,940,131)
story5-dateline: ନୂଆଦିଲ୍ଲୀ, ୨।୨ xyxy=(668,1340,714,1348)
event-item: ପଶୁ ଟୀକାକରଣ ଶିବିର, ସ୍ଥାନ: ଜୟପୁର, ସମୟ: ପୂର୍ବାହ୍ନ ୯ଟା xyxy=(293,387,426,404)
rashifal-banner: ଆଜିର ରାଶିଫଳ xyxy=(722,84,940,112)
sign-name: ମକର xyxy=(724,1073,784,1088)
city-heading: କଟକ xyxy=(5,191,33,207)
black-dot xyxy=(476,1483,484,1491)
event-item: ଓଡ଼ିଶା ଭାଷା ଓ ସାହିତ୍ୟ ୨୩ ବର୍ଷପୂର୍ତ୍ତି ଉତ୍ସବ, ସ୍ଥାନ: ସମ୍ବଲପୁର ବିଶ୍ୱବିଦ୍ୟାଳୟ, ସମୟ: ସକାଳ ୧୦ଟା xyxy=(434,90,564,108)
sign-forecast: ଆଜି ସାମାନ୍ୟ ବାଧାବିଘ୍ନ ମଧ୍ୟରେ କାର୍ଯ୍ୟ ସାଧନ କରିବାରେ ସକ୍ଷମ ହେବେ। ପାରିବାରିକ କ୍ଷେତ୍ରରେ ସୁଖଶାନ୍ତି ରହିବ। ଆର୍ଥିକ ସ୍ଥିତିରେ ଉନ୍ନତି ଘଟିବ। ଅଳ୍ପ ବାଧା ଅତିକ୍ରମ କରି ସଫଳତା ପାଇବେ। ସେବା ଓ ପରୋପକାର କାର୍ଯ୍ୟରେ ସନ୍ତୋଷ ମିଳିବ। xyxy=(788,162,936,210)
rashifal-divider xyxy=(716,60,717,1475)
zodiac-icon: ♑ xyxy=(731,1093,775,1133)
event-item: ମାତୃ ସମ୍ମିଳନୀ ଓ ସମ୍ବର୍ଦ୍ଧନା ଉତ୍ସବ, ସ୍ଥାନ: ଟାଉନ୍ ହଲ୍, ସମୟ: ଅପରାହ୍ନ ୪ଟା xyxy=(5,208,132,225)
event-item: ଶ୍ରୀରାମ ନାମ ଯଜ୍ଞ, ସ୍ଥାନ: ଗୋପାଳଗାଁ, ସମୟ: ଦିନସାରା xyxy=(5,300,137,309)
city-heading: ଜଗତ୍‌ସିଂହପୁର xyxy=(149,359,214,375)
event-item: ଯାଜପୁର ଜିଲା ମହୋତ୍ସବ ପାଇଁ ସାଂସ୍କୃତିକ ଦଳ ଚୟନ ପ୍ରକ୍ରିୟା, ସମୟ: ପୂର୍ବାହ୍ନ ୧୦ଟା xyxy=(293,146,423,164)
zodiac-icon: ♋ xyxy=(731,487,775,527)
city-heading: ସମ୍ବଲପୁର xyxy=(434,73,490,89)
sign-forecast: ଉଚ୍ଚଶିକ୍ଷା ପ୍ରତି ରୁଚି ବଢ଼ିବ। ବ୍ୟବସାୟ, ପରିବହନ, ନିର୍ମାଣ କ୍ଷେତ୍ରରେ ଲାଭ ମିଳିବ। ଅଚାନକ ଅର୍ଥଲାଭର ସମ୍ଭାବନା ଅଛି। ପାରିବାରିକ ସମ୍ପର୍କରେ ମାଧୁର୍ଯ୍ୟ ରହିବ। xyxy=(788,1172,938,1200)
